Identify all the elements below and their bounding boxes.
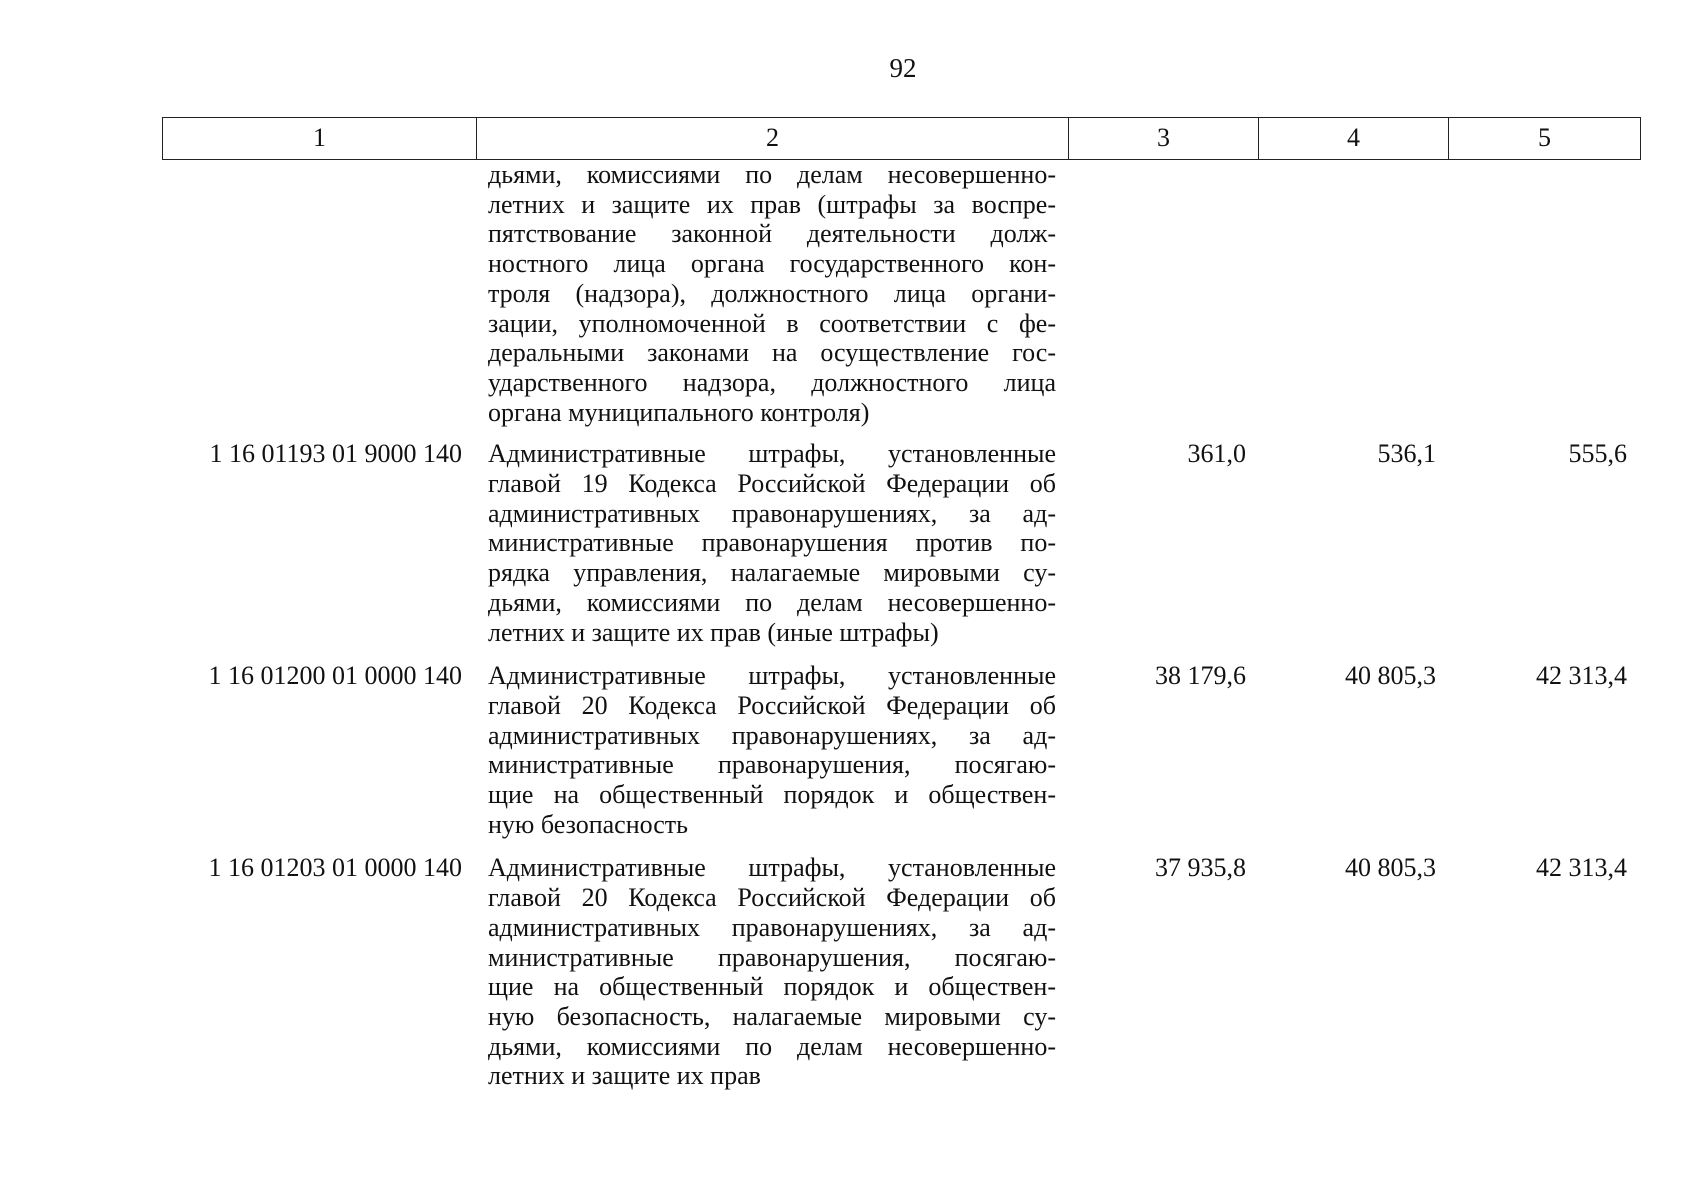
value-cell-3: 38 179,6: [1155, 661, 1246, 691]
description-line: административных правонарушениях, за ад-: [488, 912, 1056, 942]
table-header: [162, 117, 1641, 160]
value-cell-3: 361,0: [1187, 439, 1246, 469]
page-number: 92: [889, 53, 917, 83]
table-row: [162, 439, 1639, 647]
description-line: Административные штрафы, установленные: [488, 439, 1056, 469]
description-cell: [476, 661, 1068, 839]
description-cell: [476, 853, 1068, 1091]
description-line: органа муниципального контроля): [488, 397, 870, 427]
description-line: щие на общественный порядок и обществен-: [488, 972, 1056, 1002]
description-line: зации, уполномоченной в соответствии с фе-: [488, 308, 1056, 338]
code-cell: 1 16 01193 01 9000 140: [209, 439, 462, 469]
code-cell: 1 16 01203 01 0000 140: [208, 853, 462, 883]
description-line: министративные правонарушения, посягаю-: [488, 942, 1056, 972]
table-row-continuation: [162, 160, 1639, 427]
value-cell-3: [1068, 160, 1258, 427]
value-cell-4: 40 805,3: [1345, 853, 1436, 883]
description-line: пятствование законной деятельности долж-: [488, 219, 1056, 249]
description-line: дьями, комиссиями по делам несовершенно-: [488, 587, 1056, 617]
description-cell: [476, 160, 1068, 427]
description-line: дьями, комиссиями по делам несовершенно-: [488, 1031, 1056, 1061]
header-col-3: 3: [1069, 118, 1259, 159]
description-cell: [476, 439, 1068, 647]
code-cell: 1 16 01200 01 0000 140: [208, 661, 462, 691]
value-cell-4: 536,1: [1377, 439, 1436, 469]
description-line: летних и защите их прав: [488, 1061, 761, 1091]
description-line: министративные правонарушения против по-: [488, 528, 1056, 558]
description-line: рядка управления, налагаемые мировыми су-: [488, 558, 1056, 588]
value-cell-5: 42 313,4: [1536, 853, 1627, 883]
description-line: административных правонарушениях, за ад-: [488, 498, 1056, 528]
description-line: дьями, комиссиями по делам несовершенно-: [488, 160, 1056, 189]
description-line: деральными законами на осуществление гос-: [488, 338, 1056, 368]
value-cell-5: 555,6: [1568, 439, 1627, 469]
header-col-1: 1: [163, 118, 477, 159]
description-line: ную безопасность: [488, 809, 689, 839]
header-col-2: 2: [477, 118, 1069, 159]
table-row: [162, 661, 1639, 839]
description-line: главой 19 Кодекса Российской Федерации об: [488, 469, 1056, 499]
description-line: Административные штрафы, установленные: [488, 853, 1056, 883]
header-col-4: 4: [1259, 118, 1449, 159]
description-line: щие на общественный порядок и обществен-: [488, 780, 1056, 810]
value-cell-4: 40 805,3: [1345, 661, 1436, 691]
value-cell-3: 37 935,8: [1155, 853, 1246, 883]
description-line: министративные правонарушения, посягаю-: [488, 750, 1056, 780]
description-line: летних и защите их прав (иные штрафы): [488, 617, 939, 647]
value-cell-4: [1258, 160, 1448, 427]
description-line: административных правонарушениях, за ад-: [488, 720, 1056, 750]
description-line: летних и защите их прав (штрафы за воспре-: [488, 189, 1056, 219]
description-line: главой 20 Кодекса Российской Федерации об: [488, 883, 1056, 913]
value-cell-5: [1448, 160, 1639, 427]
description-line: ную безопасность, налагаемые мировыми су-: [488, 1001, 1056, 1031]
description-line: троля (надзора), должностного лица органи-: [488, 278, 1056, 308]
description-line: главой 20 Кодекса Российской Федерации об: [488, 690, 1056, 720]
value-cell-5: 42 313,4: [1536, 661, 1627, 691]
description-line: ударственного надзора, должностного лица: [488, 367, 1056, 397]
table-row: [162, 853, 1639, 1091]
description-line: Административные штрафы, установленные: [488, 661, 1056, 691]
description-line: ностного лица органа государственного кон-: [488, 249, 1056, 279]
code-cell: [162, 160, 476, 427]
header-col-5: 5: [1538, 123, 1551, 152]
table-body: [162, 160, 1639, 1105]
